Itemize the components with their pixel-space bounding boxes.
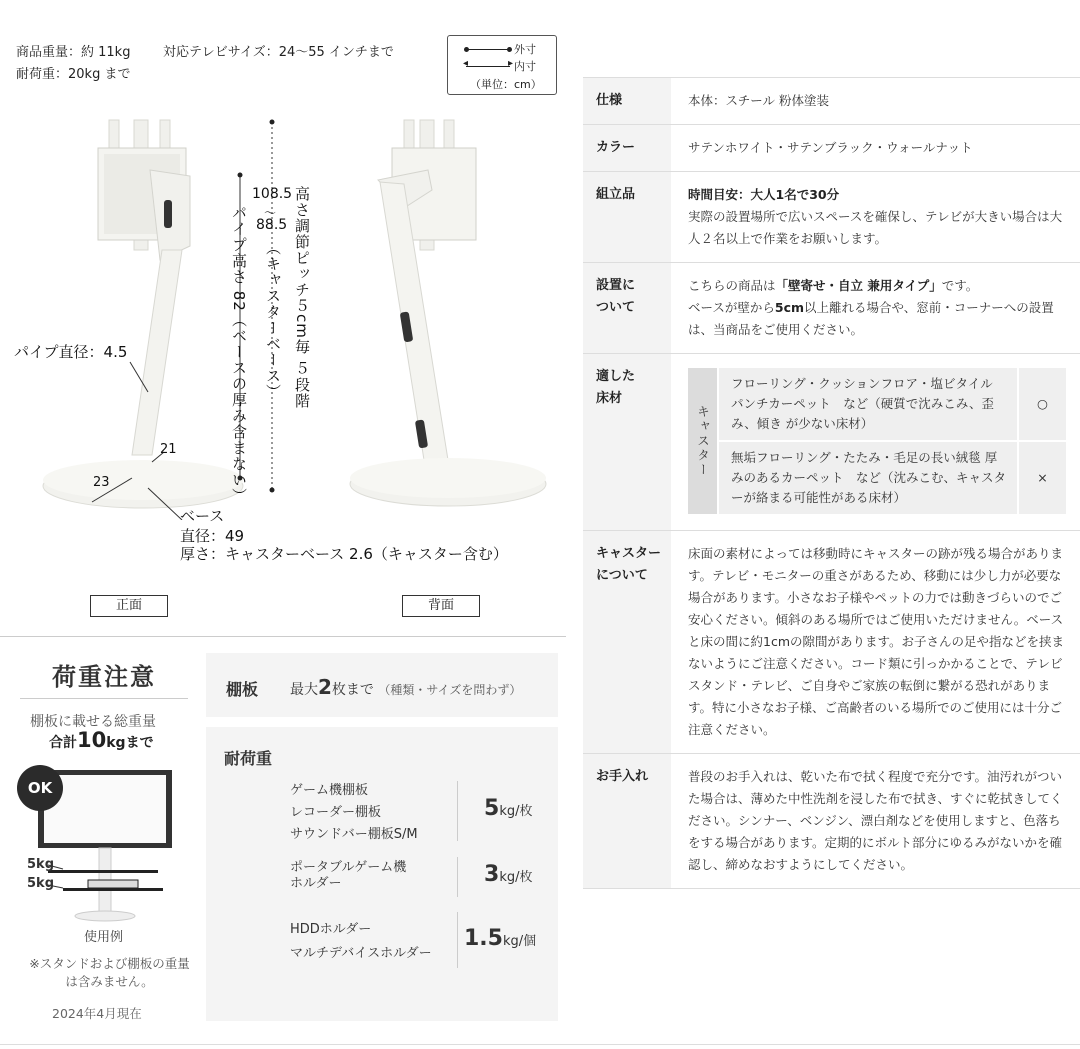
tv-size-range: 対応テレビサイズ：24～55 インチまで [163,45,394,60]
shelf-max-note: （種類・サイズを問わず） [378,683,522,697]
install-text2-pre: ベースが壁から [688,300,775,315]
load-item-portable-game: ポータブルゲーム機 [290,860,407,875]
spec-value-floor [671,354,1080,530]
load-value-3-number: 1.5 [464,926,503,951]
shelf-max-suffix: 枚まで [331,682,374,698]
shelf-label: 棚板 [226,680,259,699]
load-capacity-label: 耐荷重 [224,749,273,768]
load-notice-title: 荷重注意 [52,663,156,691]
dim-21-label: 21 [160,442,177,457]
spec-label-material: 仕様 [583,78,671,124]
install-label-line2: ついて [596,300,636,315]
unit-label: （単位：cm） [470,78,542,91]
floor-ng-description: 無垢フローリング・たたみ・毛足の長い絨毯 厚みのあるカーペット など（沈みこむ、キャスターが絡まる可能性がある床材） [718,441,1018,515]
height-range-tilde: ～ [264,206,277,220]
floor-table [688,368,1066,516]
shelf-total-line1: 棚板に載せる総重量 [30,714,156,730]
install-type: 「壁寄せ・自立 兼用タイプ」 [775,278,942,293]
load-value-3-unit: kg/個 [502,934,537,949]
install-distance: 5cm [774,300,805,315]
pipe-height-label: パイプ高さ 82（ベースの厚み含まない） [230,205,248,504]
unit-legend [447,35,557,95]
install-text-post: です。 [941,278,979,293]
floor-ok-mark-icon: ○ [1018,368,1066,441]
assembly-note: 実際の設置場所で広いスペースを確保し、テレビが大きい場合は大人２名以上で作業をお願いします。 [688,209,1063,246]
install-text-pre: こちらの商品は [688,278,776,293]
load-item-group-2 [290,860,406,892]
load-item-hdd-holder: HDDホルダー [290,922,372,937]
shelf-weight-upper: 5kg [27,857,54,872]
weight-exclusion-note: ※スタンドおよび棚板の重量は含みません。 [29,956,190,989]
load-title-divider [20,698,188,699]
inner-dimension-arrow-icon [466,66,510,67]
shelf-total-suffix: kgまで [106,735,154,751]
assembly-time: 時間目安：大人1名で30分 [688,187,840,202]
shelf-total-line2 [49,728,154,752]
floor-label-line1: 適した [596,369,636,384]
spec-value-install [671,263,1080,353]
load-item-recorder-shelf: レコーダー棚板 [290,805,382,820]
shelf-max [290,675,521,699]
height-adjust-note: 高さ調節ピッチ５cm毎 ５段階 [293,186,311,409]
dim-23-label: 23 [93,475,110,490]
load-item-group-3 [290,918,432,966]
spec-label-color: カラー [583,125,671,171]
shelf-max-number: 2 [318,675,332,699]
back-view-label: 背面 [402,595,480,617]
outer-dimension-label: 外寸 [514,43,536,56]
spec-row-assembly [583,171,1080,262]
load-item-holder: ホルダー [290,876,342,891]
load-divider-1 [457,781,458,841]
base-diameter: 直径：49 [180,527,245,545]
load-item-group-1 [290,780,418,846]
load-capacity: 耐荷重：20kg まで [16,67,131,82]
spec-value-material: 本体：スチール 粉体塗装 [688,93,829,108]
load-value-2 [484,862,532,887]
load-value-1-unit: kg/枚 [499,804,533,819]
spec-value-assembly [671,172,1080,262]
load-divider-2 [457,857,458,897]
spec-row-care [583,753,1080,889]
load-divider-3 [457,912,458,968]
install-text2-post: 以上離れる場合や、窓前・コーナーへの設置は、当商品をご使用ください。 [688,300,1054,337]
spec-row-install [583,262,1080,353]
spec-label-care: お手入れ [583,754,671,888]
spec-row-material [583,77,1080,124]
height-range-max: 108.5 [252,186,293,202]
floor-category-caster: キャスター [688,368,718,515]
shelf-max-prefix: 最大 [290,682,318,698]
load-item-game-shelf: ゲーム機棚板 [290,783,369,798]
shelf-weight-lower: 5kg [27,876,54,891]
inner-dimension-label: 内寸 [514,60,536,73]
usage-example-caption: 使用例 [84,930,124,945]
floor-label-line2: 床材 [596,391,623,406]
load-value-1 [484,796,532,821]
base-thickness: 厚さ：キャスターベース 2.6（キャスター含む） [180,545,508,563]
load-value-2-number: 3 [484,862,500,887]
spec-table [583,77,1080,889]
floor-ok-description: フローリング・クッションフロア・塩ビタイル パンチカーペット など（硬質で沈みこみ、歪み、傾き が少ない床材） [718,368,1018,441]
height-range-min: 88.5 [256,217,288,233]
front-view-label: 正面 [90,595,168,617]
spec-label-assembly: 組立品 [583,172,671,262]
as-of-date: 2024年4月現在 [52,1006,142,1021]
back-view-stand-illustration [350,120,546,506]
install-label-line1: 設置に [596,278,636,293]
front-view-stand-illustration [43,120,243,508]
spec-row-caster [583,530,1080,753]
shelf-total-prefix: 合計 [49,735,77,751]
spec-value-caster: 床面の素材によっては移動時にキャスターの跡が残る場合があります。テレビ・モニターの重さがあるため、移動には少し力が必要な場合があります。小さなお子様やペットの力では動きづらいのでご安心ください。傾斜のある場所ではご使用いただけません。ベースと床の間に約1cmの隙間があります。お子さんの足や指などを挟まないようにご注意ください。コード類に引っかかることで、テレビスタンド・テレビ、ご自身やご家族の転倒に繋がる恐れがあります。特に小さなお子様、ご高齢者のいる場所でのご使用には十分ご注意ください。 [688,546,1065,737]
spec-value-care: 普段のお手入れは、乾いた布で拭く程度で充分です。油汚れがついた場合は、薄めた中性洗剤を浸した布で拭き、すぐに乾拭きしてください。シンナー、ベンジン、漂白剤などを使用しますと、色落ちをする場合があります。定期的にボルト部分にゆるみがないかを確認し、締めなおすようにしてください。 [688,769,1063,872]
product-weight: 商品重量：約 11kg [16,45,131,60]
spec-row-color [583,124,1080,171]
caster-base-note: （キャスターベース） [264,240,282,400]
shelf-total-number: 10 [77,728,107,752]
spec-row-floor [583,353,1080,530]
caster-label-line1: キャスター [596,546,662,561]
load-value-2-unit: kg/枚 [499,870,533,885]
floor-ng-mark-icon: × [1018,441,1066,515]
ok-badge: OK [17,765,63,811]
spec-label-install [583,263,671,353]
load-item-soundbar-shelf: サウンドバー棚板S/M [290,827,418,842]
outer-dimension-line-icon [466,49,510,50]
pipe-diameter-label: パイプ直径：4.5 [14,343,128,361]
bottom-border [0,1044,1080,1045]
caster-label-line2: について [596,568,648,583]
load-item-multi-device-holder: マルチデバイスホルダー [290,946,432,961]
spec-label-floor [583,354,671,530]
spec-label-caster [583,531,671,753]
stand-diagram [0,100,570,520]
load-value-1-number: 5 [484,796,500,821]
base-label: ベース [180,507,225,525]
section-divider [0,636,566,637]
spec-value-color: サテンホワイト・サテンブラック・ウォールナット [688,140,973,155]
load-value-3 [464,926,536,951]
